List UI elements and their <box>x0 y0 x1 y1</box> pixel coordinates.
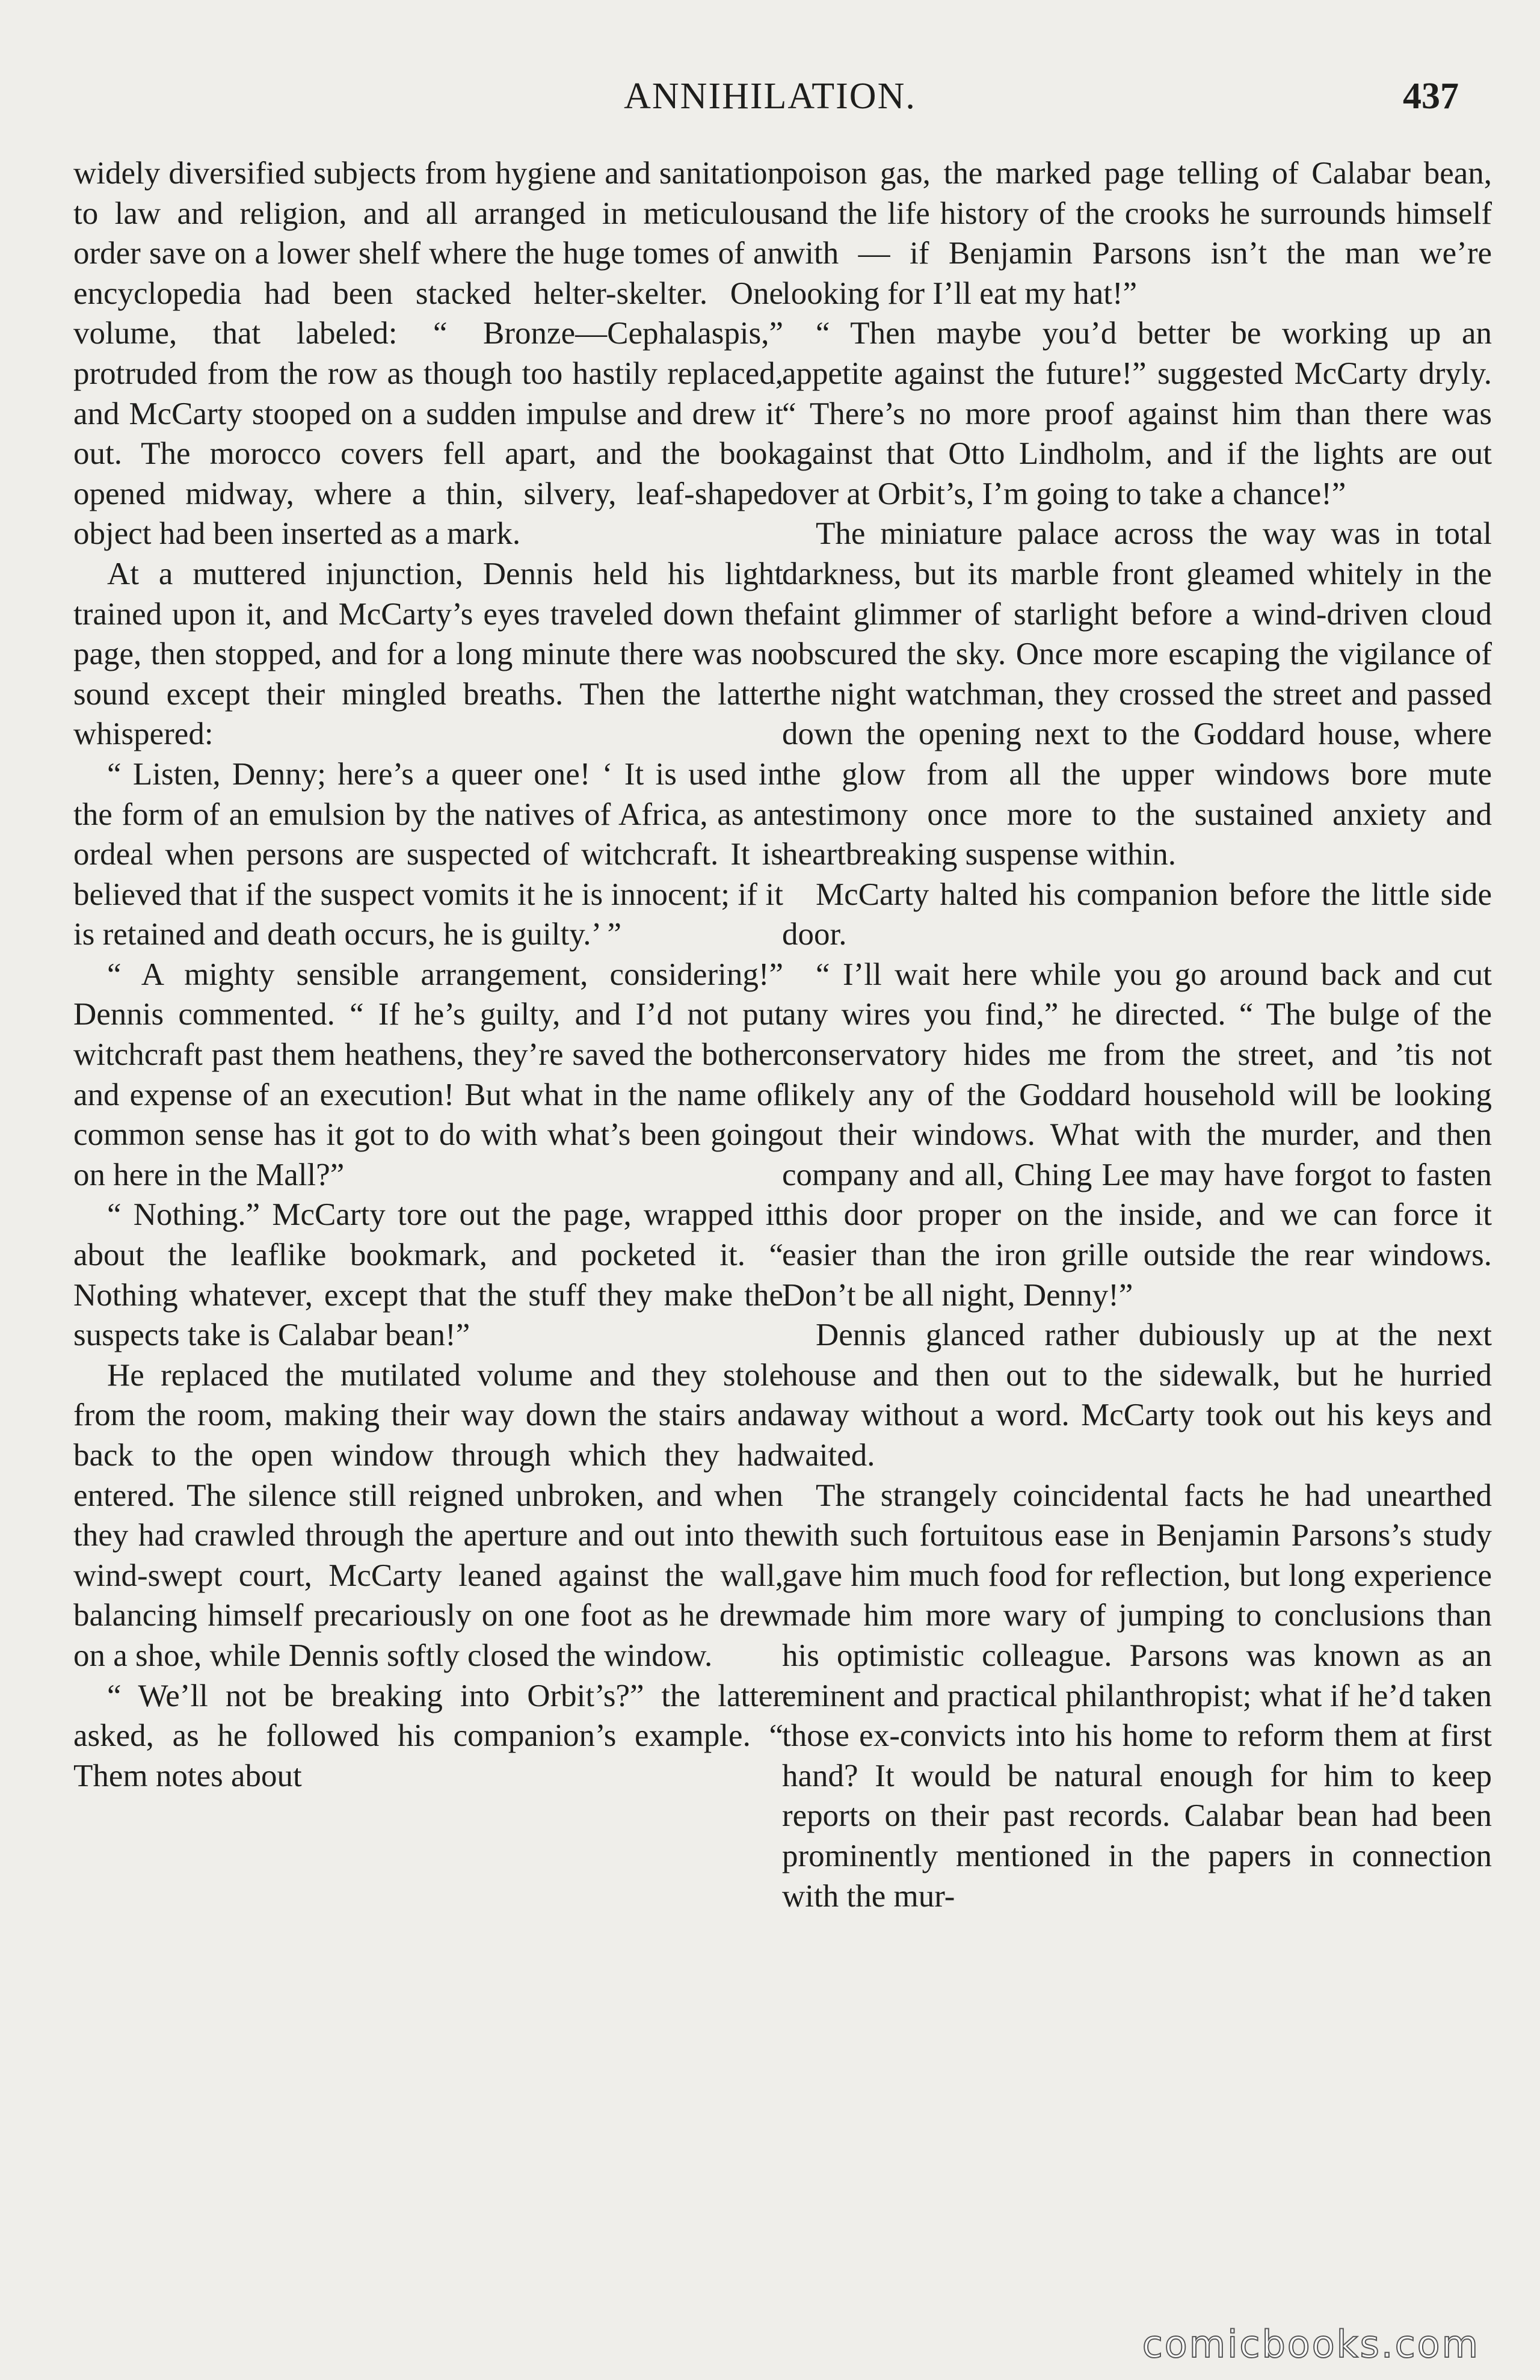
paragraph: widely diversified subjects from hygiene and sanitation to law and religion, and all arranged in meticulous order save on a lower shelf where the huge tomes of an encyclopedia had been stacked helter-skelter. One volume, that labeled: “ Bronze—Cephalaspis,” protruded from the row as though too hastily replaced, and McCarty stooped on a sudden impulse and drew it out. The morocco covers fell apart, and the book opened midway, where a thin, silvery, leaf-shaped object had been inserted as a mark. <box>73 156 783 552</box>
running-title: ANNIHILATION. <box>624 76 916 117</box>
paragraph: “ I’ll wait here while you go around back and cut any wires you find,” he directed. “ The bulge of the conservatory hides me from the street, and ’tis not likely any of the Goddard household will be looking out their windows. What with the murder, and then company and all, Ching Lee may have forgot to fasten this door proper on the inside, and we can force it easier than the iron grille outside the rear windows. Don’t be all night, Denny!” <box>782 957 1492 1313</box>
paragraph: He replaced the mutilated volume and they stole from the room, making their way down the stairs and back to the open window through which they had entered. The silence still reigned unbroken, and when they had crawled through the aperture and out into the wind-swept court, McCarty leaned against the wall, balancing himself precariously on one foot as he drew on a shoe, while Dennis softly closed the window. <box>73 1357 783 1673</box>
paragraph: “ We’ll not be breaking into Orbit’s?” the latter asked, as he followed his companion’s example. “ Them notes about <box>73 1678 783 1793</box>
paragraph: At a muttered injunction, Dennis held his light trained upon it, and McCarty’s eyes traveled down the page, then stopped, and for a long minute there was no sound except their mingled breaths. Then the latter whispered: <box>73 556 783 752</box>
right-column <box>782 153 1492 1916</box>
page-number: 437 <box>1403 76 1459 117</box>
paragraph: The miniature palace across the way was in total darkness, but its marble front gleamed whitely in the faint glimmer of starlight before a wind-driven cloud obscured the sky. Once more escaping the vigilance of the night watchman, they crossed the street and passed down the opening next to the Goddard house, where the glow from all the upper windows bore mute testimony once more to the sustained anxiety and heartbreaking suspense within. <box>782 516 1492 872</box>
paragraph: Dennis glanced rather dubiously up at the next house and then out to the sidewalk, but he hurried away without a word. McCarty took out his keys and waited. <box>782 1318 1492 1473</box>
paragraph: McCarty halted his companion before the little side door. <box>782 877 1492 952</box>
paragraph: poison gas, the marked page telling of Calabar bean, and the life history of the crooks he surrounds himself with — if Benjamin Parsons isn’t the man we’re looking for I’ll eat my hat!” <box>782 156 1492 311</box>
left-column <box>73 153 783 1796</box>
paragraph: The strangely coincidental facts he had unearthed with such fortuitous ease in Benjamin Parsons’s study gave him much food for reflection, but long experience made him more wary of jumping to conclusions than his optimistic colleague. Parsons was known as an eminent and practical philanthropist; what if he’d taken those ex-convicts into his home to reform them at first hand? It would be natural enough for him to keep reports on their past records. Calabar bean had been prominently mentioned in the papers in connection with the mur- <box>782 1478 1492 1914</box>
watermark: comicbooks.com <box>1142 2322 1480 2366</box>
paragraph: “ Nothing.” McCarty tore out the page, wrapped it about the leaflike bookmark, and pocketed it. “ Nothing whatever, except that the stuff they make the suspects take is Calabar bean!” <box>73 1197 783 1353</box>
paragraph: “ Listen, Denny; here’s a queer one! ‘ It is used in the form of an emulsion by the natives of Africa, as an ordeal when persons are suspected of witchcraft. It is believed that if the suspect vomits it he is innocent; if it is retained and death occurs, he is guilty.’ ” <box>73 756 783 952</box>
paragraph: “ Then maybe you’d better be working up an appetite against the future!” suggested McCarty dryly. “ There’s no more proof against him than there was against that Otto Lindholm, and if the lights are out over at Orbit’s, I’m going to take a chance!” <box>782 316 1492 511</box>
paragraph: “ A mighty sensible arrangement, considering!” Dennis commented. “ If he’s guilty, and I’d not put witchcraft past them heathens, they’re saved the bother and expense of an execution! But what in the name of common sense has it got to do with what’s been going on here in the Mall?” <box>73 957 783 1192</box>
